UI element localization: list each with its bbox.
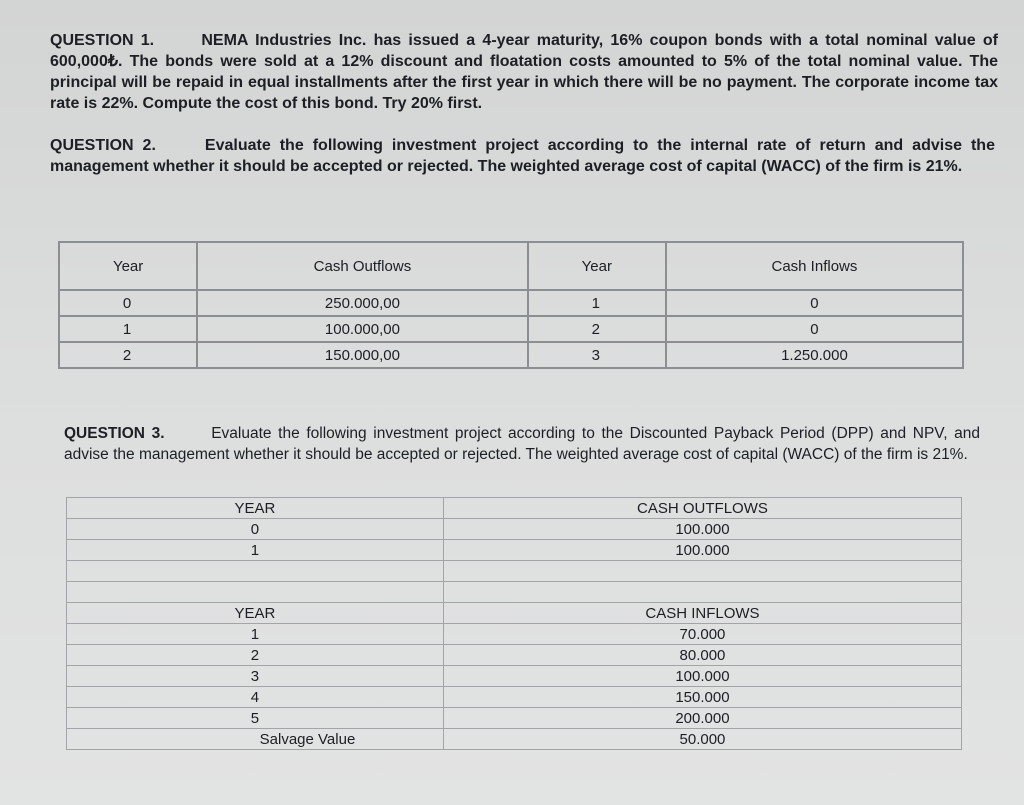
table-cell: [443, 582, 961, 603]
salvage-value-label: Salvage Value: [67, 729, 444, 750]
table-cell: 1: [67, 540, 444, 561]
table-row: [67, 687, 962, 708]
question-3-text: Evaluate the following investment project according to the Discounted Payback Period (DPP) and NPV, and advise the management whether it should be accepted or rejected. The weighted average cost of capital (WACC) of the firm is 21%.: [64, 425, 981, 463]
table-cell: [67, 582, 444, 603]
table-cell: 70.000: [443, 624, 961, 645]
table-cell: [443, 561, 961, 582]
table-cell: 100.000: [443, 519, 961, 540]
question-1-label: QUESTION 1.: [50, 32, 155, 49]
salvage-value: 50.000: [443, 729, 961, 750]
table-cell: 0: [67, 519, 444, 540]
header-year: Year: [59, 242, 197, 290]
table-row: [67, 645, 962, 666]
table-cell: 150.000,00: [197, 342, 528, 368]
table-row: [59, 316, 963, 342]
table-cell: 4: [67, 687, 444, 708]
question-2: [50, 135, 995, 177]
table-cell: 100.000: [443, 666, 961, 687]
table-cell: 3: [528, 342, 666, 368]
question-3-label: QUESTION 3.: [64, 425, 165, 442]
header-year: Year: [528, 242, 666, 290]
table-row: [67, 729, 962, 750]
question-2-text: Evaluate the following investment project according to the internal rate of return and advise the management whether it should be accepted or rejected. The weighted average cost of capital (WACC) of the firm is 21%.: [50, 137, 995, 175]
dpp-npv-cash-flow-table: [66, 497, 962, 750]
inflows-value-header: CASH INFLOWS: [443, 603, 961, 624]
table-cell: [67, 561, 444, 582]
table-cell: 250.000,00: [197, 290, 528, 316]
table-row: [67, 708, 962, 729]
table-cell: 1.250.000: [666, 342, 963, 368]
table-cell: 2: [59, 342, 197, 368]
outflows-year-header: YEAR: [67, 498, 444, 519]
table-row: [67, 666, 962, 687]
table-cell: 1: [67, 624, 444, 645]
header-cash-outflows: Cash Outflows: [197, 242, 528, 290]
table-cell: 5: [67, 708, 444, 729]
table-cell: 1: [59, 316, 197, 342]
table-cell: 2: [67, 645, 444, 666]
question-3: [64, 423, 980, 465]
table-cell: 80.000: [443, 645, 961, 666]
table-row: [67, 498, 962, 519]
table-row: [67, 603, 962, 624]
table-cell: 1: [528, 290, 666, 316]
table-row: [67, 540, 962, 561]
table-cell: 100.000: [443, 540, 961, 561]
outflows-value-header: CASH OUTFLOWS: [443, 498, 961, 519]
table-row: [67, 519, 962, 540]
table-cell: 150.000: [443, 687, 961, 708]
table-cell: 100.000,00: [197, 316, 528, 342]
table-cell: 3: [67, 666, 444, 687]
question-1: [50, 30, 998, 114]
question-2-label: QUESTION 2.: [50, 137, 156, 154]
question-1-text: NEMA Industries Inc. has issued a 4-year maturity, 16% coupon bonds with a total nominal value of 600,000₺. The bonds were sold at a 12% discount and floatation costs amounted to 5% of the total nominal value. The principal will be repaid in equal installments after the first year in which there will be no payment. The corporate income tax rate is 22%. Compute the cost of this bond. Try 20% first.: [50, 32, 998, 112]
table-cell: 200.000: [443, 708, 961, 729]
irr-cash-flow-table: [58, 241, 964, 369]
table-cell: 2: [528, 316, 666, 342]
table-cell: 0: [666, 290, 963, 316]
table-header-row: [59, 242, 963, 290]
inflows-year-header: YEAR: [67, 603, 444, 624]
table-cell: 0: [59, 290, 197, 316]
table-row: [59, 342, 963, 368]
table-row: [67, 561, 962, 582]
table-row: [59, 290, 963, 316]
table-row: [67, 624, 962, 645]
table-row: [67, 582, 962, 603]
table-cell: 0: [666, 316, 963, 342]
header-cash-inflows: Cash Inflows: [666, 242, 963, 290]
